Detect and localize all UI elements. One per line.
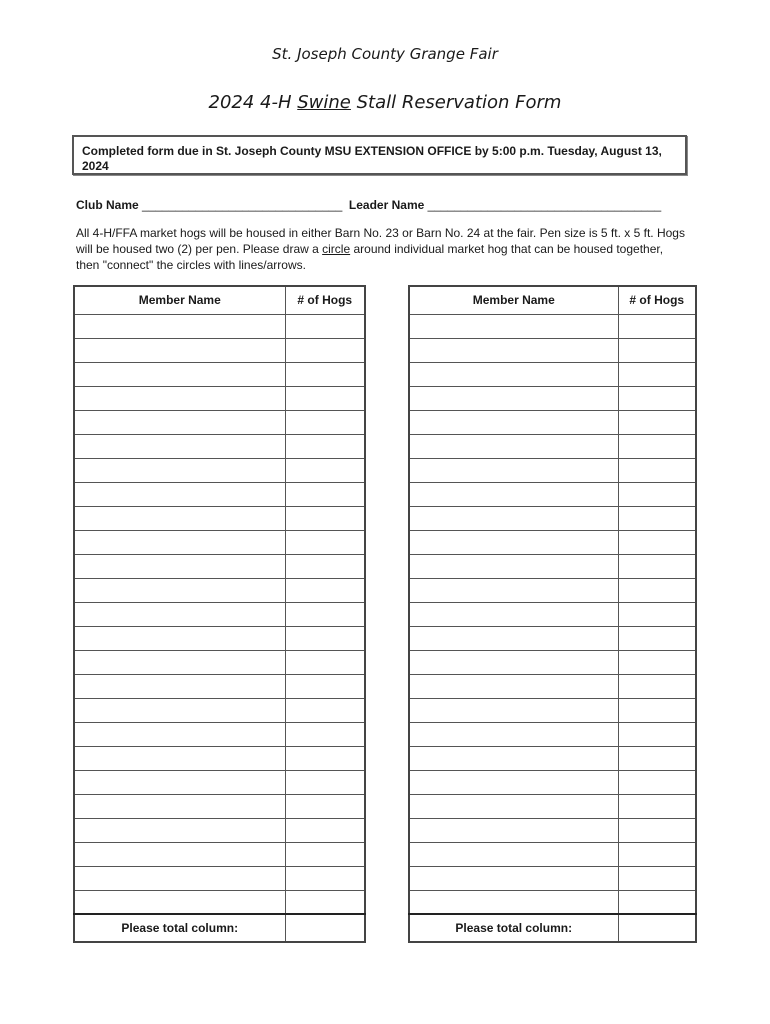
instructions-circle-word: circle (322, 242, 351, 256)
member-name-cell[interactable] (409, 794, 618, 818)
member-name-cell[interactable] (74, 362, 285, 386)
hogs-count-cell[interactable] (285, 362, 365, 386)
table-row (409, 386, 696, 410)
table-row (74, 530, 365, 554)
table-row (74, 314, 365, 338)
hogs-count-cell[interactable] (618, 530, 696, 554)
member-name-cell[interactable] (74, 338, 285, 362)
right-member-table (408, 285, 697, 943)
table-row (409, 530, 696, 554)
table-row (409, 722, 696, 746)
hogs-count-cell[interactable] (285, 458, 365, 482)
leader-name-field[interactable]: ___________________________________ (424, 198, 662, 212)
member-name-cell[interactable] (409, 746, 618, 770)
member-name-cell[interactable] (409, 434, 618, 458)
member-name-cell[interactable] (74, 698, 285, 722)
hogs-count-cell[interactable] (618, 362, 696, 386)
member-name-cell[interactable] (74, 890, 285, 914)
table-header-row (74, 286, 365, 314)
member-name-cell[interactable] (409, 770, 618, 794)
table-row (409, 434, 696, 458)
table-row (409, 746, 696, 770)
table-row (74, 818, 365, 842)
hogs-count-cell[interactable] (618, 434, 696, 458)
hogs-count-cell[interactable] (618, 602, 696, 626)
hogs-count-cell[interactable] (285, 698, 365, 722)
table-row (409, 482, 696, 506)
hogs-count-cell[interactable] (618, 866, 696, 890)
hogs-count-cell[interactable] (285, 410, 365, 434)
instructions-part-1: All 4-H/FFA market hogs will be housed in either Barn No. 23 or Barn No. 24 at the fair. Pen size is 5 ft. x 5 ft. Hogs will be housed two (2) per pen. Please draw a (76, 226, 685, 256)
table-row (74, 842, 365, 866)
table-row (74, 458, 365, 482)
member-name-cell[interactable] (409, 530, 618, 554)
member-name-cell[interactable] (409, 554, 618, 578)
club-leader-line (76, 198, 661, 212)
fair-title: St. Joseph County Grange Fair (272, 45, 498, 63)
member-name-cell[interactable] (74, 530, 285, 554)
table-row (74, 626, 365, 650)
table-row (74, 362, 365, 386)
hogs-count-cell[interactable] (618, 386, 696, 410)
hogs-count-cell[interactable] (618, 338, 696, 362)
table-row (409, 650, 696, 674)
member-name-cell[interactable] (74, 386, 285, 410)
hogs-count-cell[interactable] (285, 890, 365, 914)
total-row (74, 914, 365, 942)
table-row (409, 362, 696, 386)
table-row (409, 338, 696, 362)
table-row (409, 818, 696, 842)
hogs-count-cell[interactable] (285, 554, 365, 578)
left-member-table (73, 285, 366, 943)
member-name-cell[interactable] (409, 698, 618, 722)
total-hogs-cell[interactable] (285, 914, 365, 942)
member-name-cell[interactable] (409, 386, 618, 410)
table-row (409, 458, 696, 482)
hogs-count-cell[interactable] (285, 530, 365, 554)
hogs-count-cell[interactable] (285, 650, 365, 674)
table-row (74, 722, 365, 746)
member-name-cell[interactable] (74, 314, 285, 338)
hogs-count-cell[interactable] (618, 458, 696, 482)
hogs-count-cell[interactable] (285, 314, 365, 338)
hogs-count-cell[interactable] (618, 410, 696, 434)
member-name-cell[interactable] (74, 650, 285, 674)
table-row (74, 410, 365, 434)
table-row (409, 794, 696, 818)
member-name-cell[interactable] (74, 722, 285, 746)
hogs-count-cell[interactable] (618, 818, 696, 842)
hogs-count-cell[interactable] (285, 578, 365, 602)
member-name-cell[interactable] (74, 746, 285, 770)
table-row (409, 698, 696, 722)
member-name-cell[interactable] (409, 458, 618, 482)
table-row (74, 674, 365, 698)
table-row (74, 746, 365, 770)
member-name-cell[interactable] (409, 338, 618, 362)
hogs-count-cell[interactable] (618, 770, 696, 794)
member-name-cell[interactable] (74, 506, 285, 530)
table-row (409, 554, 696, 578)
hogs-count-cell[interactable] (618, 698, 696, 722)
table-row (409, 602, 696, 626)
hogs-count-cell[interactable] (285, 794, 365, 818)
instructions-text (76, 225, 686, 273)
hogs-count-cell[interactable] (618, 794, 696, 818)
total-label: Please total column: (74, 914, 285, 942)
table-row (409, 866, 696, 890)
table-row (74, 650, 365, 674)
table-row (74, 698, 365, 722)
member-name-cell[interactable] (409, 866, 618, 890)
total-row (409, 914, 696, 942)
member-name-cell[interactable] (74, 674, 285, 698)
hogs-count-cell[interactable] (285, 386, 365, 410)
member-name-cell[interactable] (74, 578, 285, 602)
table-row (74, 386, 365, 410)
member-name-cell[interactable] (409, 818, 618, 842)
hogs-count-cell[interactable] (285, 626, 365, 650)
hogs-count-cell[interactable] (285, 602, 365, 626)
member-name-cell[interactable] (409, 506, 618, 530)
hogs-count-cell[interactable] (618, 482, 696, 506)
leader-name-label: Leader Name (345, 198, 425, 212)
hogs-count-cell[interactable] (285, 746, 365, 770)
hogs-count-header: # of Hogs (618, 286, 696, 314)
total-hogs-cell[interactable] (618, 914, 696, 942)
table-row (74, 770, 365, 794)
form-title (0, 92, 770, 113)
hogs-count-cell[interactable] (618, 506, 696, 530)
member-name-cell[interactable] (74, 770, 285, 794)
member-name-cell[interactable] (74, 554, 285, 578)
member-name-cell[interactable] (409, 650, 618, 674)
member-name-header: Member Name (74, 286, 285, 314)
table-row (74, 602, 365, 626)
hogs-count-cell[interactable] (618, 890, 696, 914)
member-name-cell[interactable] (74, 434, 285, 458)
table-row (409, 506, 696, 530)
member-name-cell[interactable] (74, 866, 285, 890)
instructions-part-2: around individual market hog that can be housed together, then "connect" the circles with lines/arrows. (76, 242, 664, 272)
member-name-cell[interactable] (74, 602, 285, 626)
table-row (409, 314, 696, 338)
table-row (74, 434, 365, 458)
form-title-prefix: 2024 4-H (208, 92, 298, 113)
form-title-suffix: Stall Reservation Form (350, 92, 562, 113)
total-label: Please total column: (409, 914, 618, 942)
hogs-count-cell[interactable] (285, 434, 365, 458)
table-row (409, 770, 696, 794)
hogs-count-header: # of Hogs (285, 286, 365, 314)
member-name-cell[interactable] (74, 482, 285, 506)
hogs-count-cell[interactable] (618, 578, 696, 602)
hogs-count-cell[interactable] (285, 674, 365, 698)
member-name-cell[interactable] (409, 626, 618, 650)
table-row (409, 626, 696, 650)
member-name-cell[interactable] (409, 314, 618, 338)
member-name-cell[interactable] (409, 890, 618, 914)
hogs-count-cell[interactable] (285, 842, 365, 866)
table-header-row (409, 286, 696, 314)
member-name-cell[interactable] (409, 674, 618, 698)
table-row (74, 482, 365, 506)
hogs-count-cell[interactable] (285, 866, 365, 890)
table-row (74, 506, 365, 530)
hogs-count-cell[interactable] (285, 722, 365, 746)
due-notice-box: Completed form due in St. Joseph County MSU EXTENSION OFFICE by 5:00 p.m. Tuesday, August 13, 2024 (72, 135, 687, 175)
hogs-count-cell[interactable] (285, 818, 365, 842)
hogs-count-cell[interactable] (618, 746, 696, 770)
hogs-count-cell[interactable] (285, 482, 365, 506)
hogs-count-cell[interactable] (285, 338, 365, 362)
member-name-cell[interactable] (74, 410, 285, 434)
hogs-count-cell[interactable] (618, 674, 696, 698)
member-name-cell[interactable] (409, 482, 618, 506)
member-name-cell[interactable] (409, 722, 618, 746)
table-row (74, 554, 365, 578)
table-row (409, 674, 696, 698)
club-name-field[interactable]: ______________________________ (138, 198, 346, 212)
table-row (74, 890, 365, 914)
hogs-count-cell[interactable] (618, 722, 696, 746)
hogs-count-cell[interactable] (618, 842, 696, 866)
member-name-cell[interactable] (74, 794, 285, 818)
table-row (409, 890, 696, 914)
hogs-count-cell[interactable] (618, 314, 696, 338)
table-row (74, 866, 365, 890)
table-row (74, 794, 365, 818)
member-name-cell[interactable] (409, 410, 618, 434)
hogs-count-cell[interactable] (618, 554, 696, 578)
table-row (409, 578, 696, 602)
member-name-cell[interactable] (409, 578, 618, 602)
member-name-cell[interactable] (74, 842, 285, 866)
member-name-cell[interactable] (74, 626, 285, 650)
member-name-cell[interactable] (409, 362, 618, 386)
member-name-cell[interactable] (409, 842, 618, 866)
member-name-cell[interactable] (409, 602, 618, 626)
club-name-label: Club Name (76, 198, 139, 212)
member-name-header: Member Name (409, 286, 618, 314)
table-row (74, 578, 365, 602)
hogs-count-cell[interactable] (285, 506, 365, 530)
hogs-count-cell[interactable] (285, 770, 365, 794)
member-name-cell[interactable] (74, 818, 285, 842)
hogs-count-cell[interactable] (618, 650, 696, 674)
hogs-count-cell[interactable] (618, 626, 696, 650)
member-name-cell[interactable] (74, 458, 285, 482)
form-title-swine: Swine (297, 92, 351, 113)
table-row (74, 338, 365, 362)
table-row (409, 842, 696, 866)
table-row (409, 410, 696, 434)
